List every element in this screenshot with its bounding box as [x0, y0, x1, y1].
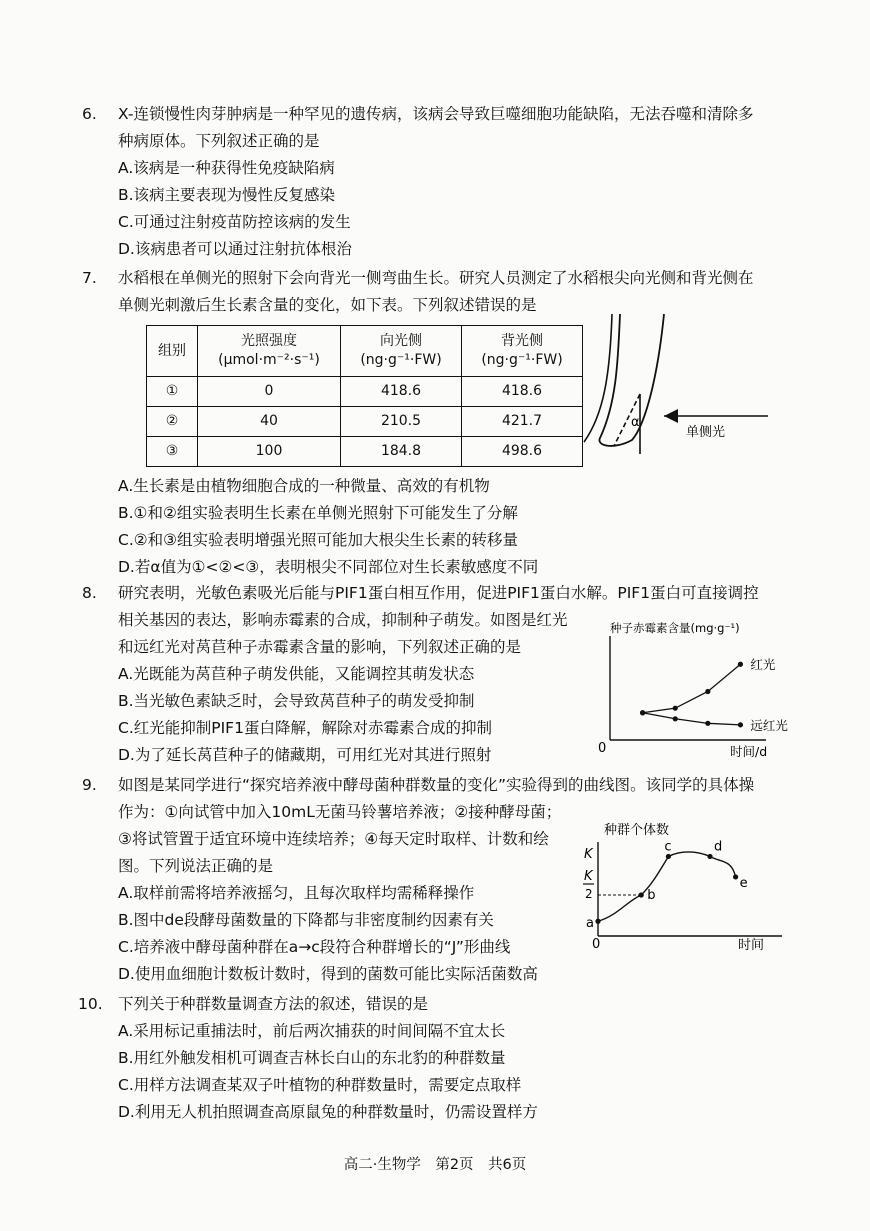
y-axis-label: 种群个体数 — [604, 823, 670, 838]
option-a[interactable]: A.生长素是由植物细胞合成的一种微量、高效的有机物 — [118, 477, 490, 495]
header-text: 背光侧 — [501, 333, 543, 349]
data-point — [673, 716, 678, 721]
option-c[interactable]: C.培养液中酵母菌种群在a→c段符合种群增长的“J”形曲线 — [118, 938, 511, 956]
stem-line: 图。下列说法正确的是 — [118, 857, 274, 875]
series-label: 远红光 — [750, 717, 788, 733]
question-stem — [118, 991, 802, 1018]
root-tip-diagram — [574, 314, 794, 464]
population-curve — [598, 852, 736, 921]
stem-line: 水稻根在单侧光的照射下会向背光一侧弯曲生长。研究人员测定了水稻根尖向光侧和背光侧在 — [118, 269, 754, 287]
point-label-b: b — [647, 888, 656, 903]
option-b[interactable]: B.用红外触发相机可调查吉林长白山的东北豹的种群数量 — [118, 1049, 506, 1067]
light-label: 单侧光 — [686, 425, 726, 440]
option-d[interactable]: D.利用无人机拍照调查高原鼠兔的种群数量时，仍需设置样方 — [118, 1103, 538, 1121]
alpha-label: α — [631, 415, 640, 430]
header-text: 光照强度 — [241, 333, 297, 349]
stem-line: 作为：①向试管中加入10mL无菌马铃薯培养液；②接种酵母菌； — [118, 803, 562, 821]
data-point-c — [666, 854, 671, 859]
point-label-c: c — [664, 839, 672, 855]
table-cell: 100 — [198, 437, 341, 467]
yeast-population-chart — [578, 818, 788, 958]
x-axis-label: 时间/d — [730, 744, 768, 759]
option-a[interactable]: A.采用标记重捕法时，前后两次捕获的时间间隔不宜太长 — [118, 1022, 506, 1040]
table-row — [147, 407, 583, 437]
stem-line: 和远红光对莴苣种子赤霉素含量的影响，下列叙述正确的是 — [118, 638, 522, 656]
option-b[interactable]: B.①和②组实验表明生长素在单侧光照射下可能发生了分解 — [118, 504, 518, 522]
question-number: 7. — [82, 269, 97, 287]
option-a[interactable]: A.光既能为莴苣种子萌发供能，又能调控其萌发状态 — [118, 665, 475, 683]
y-axis-label: 种子赤霉素含量(mg·g⁻¹) — [610, 621, 740, 635]
option-a[interactable]: A.该病是一种获得性免疫缺陷病 — [118, 159, 335, 177]
header-text: 组别 — [158, 342, 186, 359]
question-number: 10. — [78, 995, 103, 1013]
chart-series — [640, 657, 788, 733]
x-axis-label: 时间 — [738, 938, 765, 953]
series-label: 红光 — [750, 657, 776, 673]
question-number: 8. — [82, 584, 97, 602]
gibberellin-chart — [590, 612, 790, 762]
stem-line: 相关基因的表达，影响赤霉素的合成，抑制种子萌发。如图是红光 — [118, 611, 568, 629]
table-cell: ② — [147, 407, 198, 437]
data-point-e — [733, 874, 738, 879]
y-tick-K: K — [584, 847, 593, 862]
data-point — [640, 710, 645, 715]
option-d[interactable]: D.若α值为①<②<③，表明根尖不同部位对生长素敏感度不同 — [118, 558, 539, 576]
chart-axes — [598, 842, 782, 936]
option-d[interactable]: D.为了延长莴苣种子的储藏期，可用红光对其进行照射 — [118, 746, 492, 764]
table-cell: ③ — [147, 437, 198, 467]
option-c[interactable]: C.用样方法调查某双子叶植物的种群数量时，需要定点取样 — [118, 1076, 522, 1094]
root-edge — [584, 314, 612, 442]
data-point-d — [707, 854, 712, 859]
table-header-row — [147, 326, 583, 377]
series-line-0 — [643, 664, 741, 712]
table-row — [147, 437, 583, 467]
table-header — [462, 326, 583, 377]
table-cell: 40 — [198, 407, 341, 437]
origin-label: 0 — [598, 741, 607, 756]
header-unit: (ng·g⁻¹·FW) — [360, 352, 442, 368]
table-cell: 418.6 — [341, 377, 462, 407]
option-d[interactable]: D.该病患者可以通过注射抗体根治 — [118, 240, 352, 258]
table-header — [147, 326, 198, 377]
data-point — [673, 706, 678, 711]
question-stem — [118, 265, 802, 319]
data-point — [705, 689, 710, 694]
option-b[interactable]: B.当光敏色素缺乏时，会导致莴苣种子的萌发受抑制 — [118, 692, 475, 710]
table-cell: 184.8 — [341, 437, 462, 467]
option-c[interactable]: C.②和③组实验表明增强光照可能加大根尖生长素的转移量 — [118, 531, 519, 549]
arrow-head-icon — [664, 409, 678, 423]
question-number: 6. — [82, 105, 97, 123]
data-point — [705, 721, 710, 726]
option-c[interactable]: C.可通过注射疫苗防控该病的发生 — [118, 213, 351, 231]
y-tick-half-K-denominator: 2 — [585, 887, 593, 901]
header-unit: (ng·g⁻¹·FW) — [481, 352, 563, 368]
header-unit: (μmol·m⁻²·s⁻¹) — [218, 352, 320, 368]
stem-line: 研究表明，光敏色素吸光后能与PIF1蛋白相互作用，促进PIF1蛋白水解。PIF1蛋白可直接调控 — [118, 584, 759, 602]
point-label-d: d — [714, 839, 723, 855]
table-cell: 421.7 — [462, 407, 583, 437]
stem-line: 种病原体。下列叙述正确的是 — [118, 132, 320, 150]
data-point-a — [595, 919, 600, 924]
auxin-table — [146, 325, 583, 467]
origin-label: 0 — [592, 937, 601, 952]
table-cell: ① — [147, 377, 198, 407]
question-6 — [82, 101, 802, 263]
option-c[interactable]: C.红光能抑制PIF1蛋白降解，解除对赤霉素合成的抑制 — [118, 719, 492, 737]
option-b[interactable]: B.该病主要表现为慢性反复感染 — [118, 186, 336, 204]
data-point — [738, 662, 743, 667]
point-label-a: a — [586, 916, 594, 932]
table-cell: 418.6 — [462, 377, 583, 407]
stem-line: 单侧光刺激后生长素含量的变化，如下表。下列叙述错误的是 — [118, 296, 537, 314]
question-10 — [78, 991, 802, 1126]
question-number: 9. — [82, 776, 97, 794]
option-b[interactable]: B.图中de段酵母菌数量的下降都与非密度制约因素有关 — [118, 911, 494, 929]
stem-line: 下列关于种群数量调查方法的叙述，错误的是 — [118, 995, 429, 1013]
data-point — [738, 722, 743, 727]
option-a[interactable]: A.取样前需将培养液摇匀，且每次取样均需稀释操作 — [118, 884, 475, 902]
table-cell: 210.5 — [341, 407, 462, 437]
stem-line: X-连锁慢性肉芽肿病是一种罕见的遗传病，该病会导致巨噬细胞功能缺陷，无法吞噬和清除多 — [118, 105, 754, 123]
table-header — [341, 326, 462, 377]
option-d[interactable]: D.使用血细胞计数板计数时，得到的菌数可能比实际活菌数高 — [118, 965, 538, 983]
table-cell: 0 — [198, 377, 341, 407]
table-row — [147, 377, 583, 407]
header-text: 向光侧 — [380, 333, 422, 349]
data-point-b — [639, 892, 644, 897]
stem-line: ③将试管置于适宜环境中连续培养；④每天定时取样、计数和绘 — [118, 830, 549, 848]
chart-series — [586, 839, 748, 931]
stem-line: 如图是某同学进行“探究培养液中酵母菌种群数量的变化”实验得到的曲线图。该同学的具体操 — [118, 776, 755, 794]
question-stem — [118, 101, 802, 155]
page-footer: 高二·生物学 第2页 共6页 — [343, 1157, 527, 1173]
y-tick-half-K-numerator: K — [584, 869, 593, 884]
point-label-e: e — [739, 875, 748, 891]
table-header — [198, 326, 341, 377]
series-line-1 — [643, 713, 741, 725]
table-cell: 498.6 — [462, 437, 583, 467]
